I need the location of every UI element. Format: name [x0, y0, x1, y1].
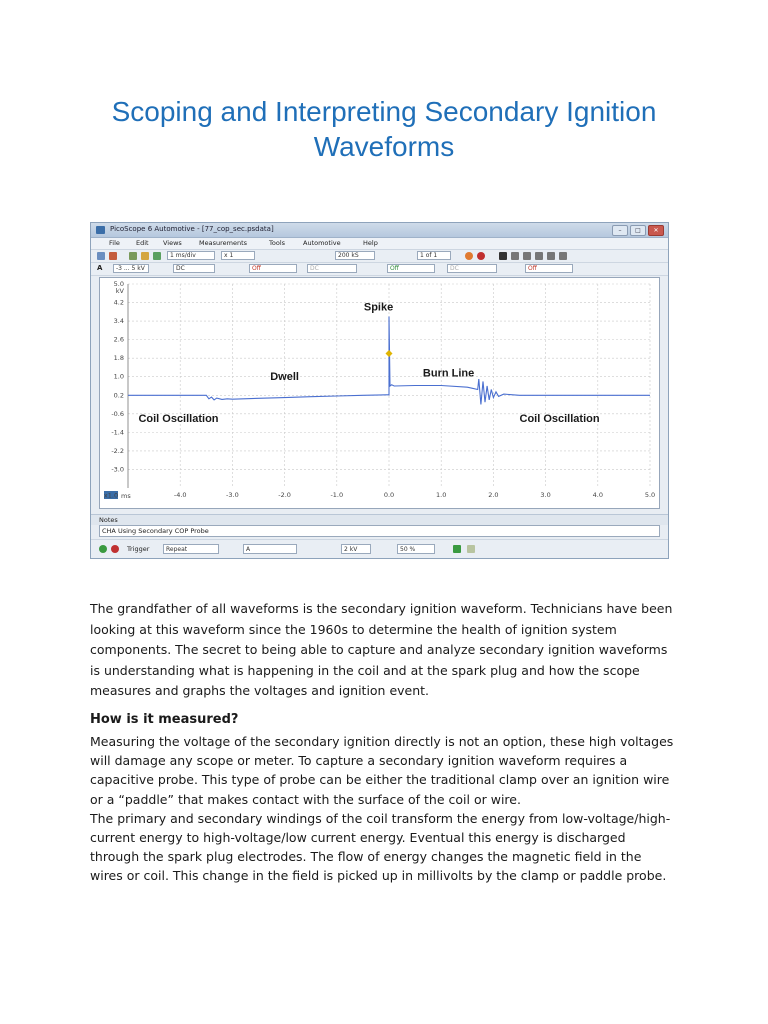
- x-tick-label: -4.0: [173, 491, 187, 499]
- channel-icon[interactable]: [129, 252, 137, 260]
- persistence-icon[interactable]: [109, 252, 117, 260]
- channel-b-select[interactable]: Off: [249, 264, 297, 273]
- record-icon[interactable]: [477, 252, 485, 260]
- x-tick-label: 4.0: [592, 491, 603, 499]
- y-unit-label: kV: [115, 287, 124, 295]
- home-icon[interactable]: [153, 252, 161, 260]
- waveform-chart: [100, 278, 659, 508]
- zoom-out-icon[interactable]: [535, 252, 543, 260]
- notes-field[interactable]: CHA Using Secondary COP Probe: [99, 525, 660, 537]
- x-tick-label: -3.0: [226, 491, 239, 499]
- page-counter[interactable]: 1 of 1: [417, 251, 451, 260]
- notes-label: Notes: [99, 516, 118, 524]
- x-tick-label: 5.0: [644, 491, 656, 499]
- timebase-select[interactable]: 1 ms/div: [167, 251, 215, 260]
- y-tick-label: 1.8: [113, 354, 124, 363]
- y-tick-label: -3.0: [111, 465, 124, 474]
- y-tick-label: -1.4: [111, 428, 124, 437]
- menu-edit[interactable]: Edit: [136, 239, 149, 247]
- channel-a-label: A: [97, 264, 103, 272]
- waveform-trace: [128, 317, 650, 405]
- minimize-icon[interactable]: –: [612, 225, 628, 236]
- section-heading: How is it measured?: [90, 712, 239, 727]
- x-tick-label: 3.0: [540, 491, 551, 499]
- waveform-plot: [99, 277, 660, 509]
- picoscope-screenshot: [90, 222, 669, 559]
- menu-automotive[interactable]: Automotive: [303, 239, 341, 247]
- trigger-source-select[interactable]: A: [243, 544, 297, 554]
- paragraph-measurement: [90, 732, 678, 886]
- zoom-reset-icon[interactable]: [559, 252, 567, 260]
- trigger-mode-select[interactable]: Repeat: [163, 544, 219, 554]
- reference-icon[interactable]: [467, 545, 475, 553]
- coupling-a-select[interactable]: DC: [173, 264, 215, 273]
- channel-d-select[interactable]: Off: [525, 264, 573, 273]
- menu-help[interactable]: Help: [363, 239, 378, 247]
- x-tick-label: 0.0: [383, 491, 395, 499]
- pretrigger-input[interactable]: 50 %: [397, 544, 435, 554]
- status-bar: [91, 539, 668, 559]
- zoom-fit-icon[interactable]: [547, 252, 555, 260]
- y-tick-label: 1.0: [113, 372, 124, 381]
- trigger-marker: [386, 350, 393, 357]
- app-icon: [96, 226, 105, 234]
- paragraph-measurement-2: The primary and secondary windings of the coil transform the energy from low-voltage/high-current energy to high-voltage/low current energy. Eventual this energy is discharged through the spark plug electrodes. The flow of energy changes the magnetic field in the wires or coil. This change in the field is picked up in millivolts by the clamp or paddle probe.: [90, 810, 671, 884]
- x-tick-label: 1.0: [436, 491, 447, 499]
- ruler-icon[interactable]: [453, 545, 461, 553]
- x-unit-label: ms: [121, 492, 131, 500]
- hand-icon[interactable]: [511, 252, 519, 260]
- maximize-icon[interactable]: □: [630, 225, 646, 236]
- menu-bar: [91, 238, 668, 250]
- menu-tools[interactable]: Tools: [269, 239, 286, 247]
- range-a-select[interactable]: -3 ... 5 kV: [113, 264, 149, 273]
- y-tick-label: 4.2: [113, 298, 124, 307]
- trigger-label: Trigger: [127, 545, 150, 553]
- x-tick-label: -2.0: [278, 491, 291, 499]
- zoom-in-icon[interactable]: [523, 252, 531, 260]
- annotation-label: Burn Line: [422, 367, 475, 380]
- stop-icon[interactable]: [465, 252, 473, 260]
- coupling-b-select[interactable]: DC: [307, 264, 357, 273]
- x-scale-label: x1.0: [103, 491, 119, 500]
- annotation-label: Coil Oscillation: [138, 412, 219, 425]
- channel-c-select[interactable]: Off: [387, 264, 435, 273]
- notes-header: [91, 514, 668, 525]
- menu-measurements[interactable]: Measurements: [199, 239, 248, 247]
- coupling-c-select[interactable]: DC: [447, 264, 497, 273]
- close-icon[interactable]: ✕: [648, 225, 664, 236]
- y-tick-label: 5.0: [113, 280, 124, 288]
- paragraph-intro: The grandfather of all waveforms is the secondary ignition waveform. Technicians have been looking at this waveform since the 1960s to determine the health of ignition system components. The secret to being able to capture and analyze secondary ignition waveforms is understanding what is happening in the coil and at the spark plug and how the scope measures and graphs the voltages and ignition event.: [90, 601, 673, 698]
- start-icon[interactable]: [99, 545, 107, 553]
- annotation-label: Coil Oscillation: [519, 412, 600, 425]
- x-tick-label: -1.0: [330, 491, 344, 499]
- page-title: Scoping and Interpreting Secondary Ignition Waveforms: [111, 96, 657, 162]
- toolbar-channels: [91, 263, 668, 276]
- zoom-select[interactable]: x 1: [221, 251, 255, 260]
- y-tick-label: 3.4: [113, 317, 124, 326]
- y-tick-label: -0.6: [111, 409, 124, 418]
- menu-views[interactable]: Views: [163, 239, 182, 247]
- menu-file[interactable]: File: [109, 239, 120, 247]
- annotation-label: Dwell: [270, 371, 299, 384]
- stop-capture-icon[interactable]: [111, 545, 119, 553]
- window-titlebar: [91, 223, 668, 238]
- trigger-level-input[interactable]: 2 kV: [341, 544, 371, 554]
- tools-icon[interactable]: [141, 252, 149, 260]
- window-title: PicoScope 6 Automotive - [77_cop_sec.psdata]: [110, 225, 274, 233]
- paragraph-measurement-1: Measuring the voltage of the secondary ignition directly is not an option, these high voltages will damage any scope or meter. To capture a secondary ignition waveform requires a capacitive probe. This type of probe can be either the traditional clamp over an ignition wire or a “paddle” that makes contact with the surface of the coil or wire.: [90, 734, 674, 807]
- samples-select[interactable]: 200 kS: [335, 251, 375, 260]
- toolbar-timebase: [91, 250, 668, 263]
- y-tick-label: 0.2: [113, 391, 124, 400]
- x-tick-label: 2.0: [488, 491, 499, 499]
- y-tick-label: 2.6: [113, 335, 124, 344]
- y-tick-label: -2.2: [111, 446, 124, 455]
- cursor-icon[interactable]: [499, 252, 507, 260]
- scope-mode-icon[interactable]: [97, 252, 105, 260]
- annotation-label: Spike: [363, 301, 394, 314]
